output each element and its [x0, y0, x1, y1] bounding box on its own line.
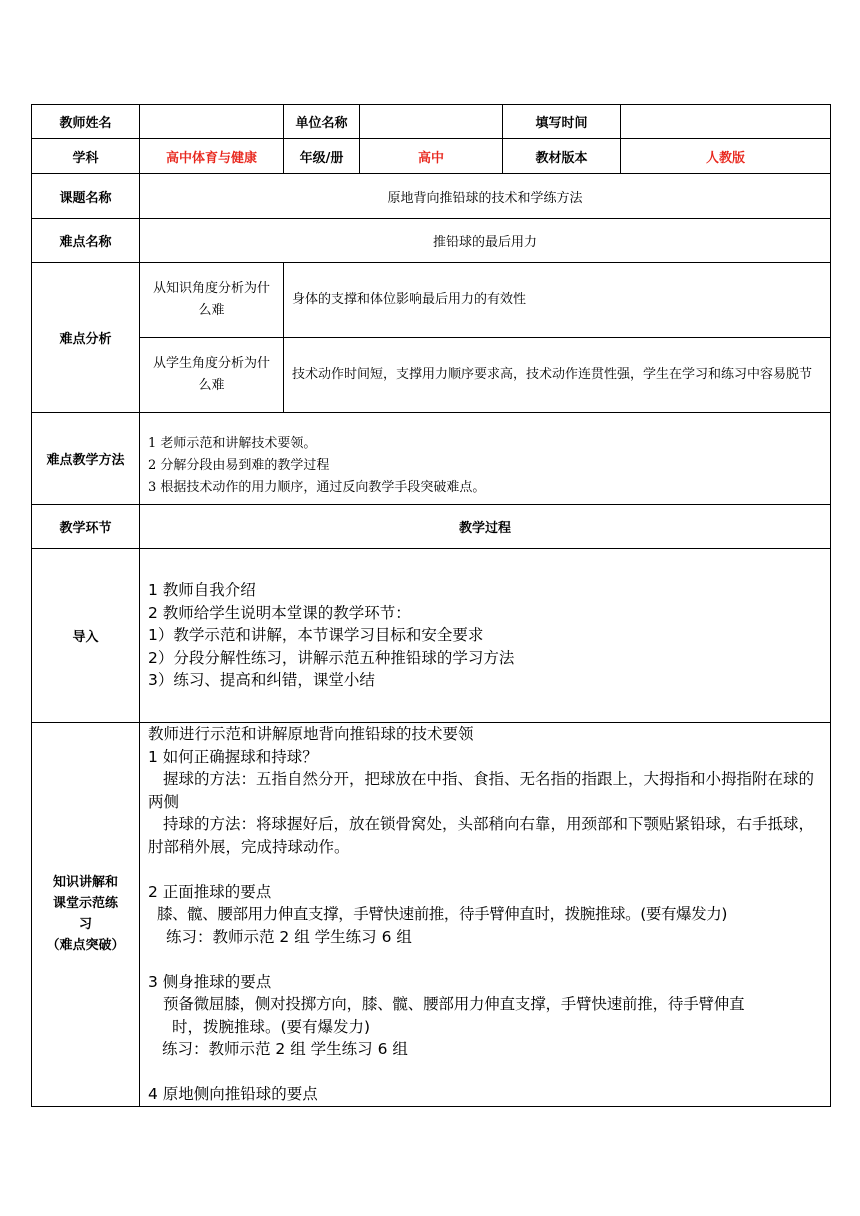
hold-method: 持球的方法：将球握好后，放在锁骨窝处，头部稍向右靠，用颈部和下颚贴紧铅球，右手抵球，肘部稍外展，完成持球动作。 — [148, 815, 815, 856]
knowledge-title: 教师进行示范和讲解原地背向推铅球的技术要领 — [148, 725, 474, 743]
intro-label: 导入 — [32, 549, 140, 723]
section-2-title: 2 正面推球的要点 — [148, 882, 272, 901]
method-list — [140, 413, 831, 505]
edition-value: 人教版 — [621, 139, 831, 174]
stage-header: 教学环节 — [32, 505, 140, 549]
knowledge-content — [140, 723, 831, 1107]
spacer — [148, 1061, 822, 1084]
grade-label: 年级/册 — [284, 139, 360, 174]
difficulty-value: 推铅球的最后用力 — [140, 219, 831, 263]
knowledge-label-line: 知识讲解和 — [52, 875, 118, 891]
unit-label: 单位名称 — [284, 105, 360, 139]
intro-line: 1 教师自我介绍 — [148, 581, 256, 599]
section-3-practice: 练习：教师示范 2 组 学生练习 6 组 — [162, 1040, 408, 1058]
section-3-title: 3 侧身推球的要点 — [148, 972, 272, 991]
row-topic — [32, 174, 831, 219]
row-analysis-student — [32, 338, 831, 413]
row-subject — [32, 139, 831, 174]
row-process-header — [32, 505, 831, 549]
section-2-practice: 练习：教师示范 2 组 学生练习 6 组 — [166, 927, 412, 946]
row-method — [32, 413, 831, 505]
teacher-name-label: 教师姓名 — [32, 105, 140, 139]
student-angle-value: 技术动作时间短，支撑用力顺序要求高，技术动作连贯性强，学生在学习和练习中容易脱节 — [284, 338, 831, 413]
row-knowledge — [32, 723, 831, 1107]
knowledge-angle-label: 从知识角度分析为什么难 — [140, 263, 284, 338]
method-item: 1 老师示范和讲解技术要领。 — [148, 436, 317, 451]
intro-line: 1）教学示范和讲解，本节课学习目标和安全要求 — [148, 626, 484, 644]
section-1-title: 1 如何正确握球和持球？ — [148, 747, 318, 766]
spacer — [148, 948, 822, 971]
fill-time-value — [621, 105, 831, 139]
intro-line: 3）练习、提高和纠错，课堂小结 — [148, 671, 375, 689]
method-item: 3 根据技术动作的用力顺序，通过反向教学手段突破难点。 — [148, 480, 486, 495]
fill-time-label: 填写时间 — [503, 105, 621, 139]
knowledge-label-line: 习 — [78, 917, 92, 933]
teacher-name-value — [140, 105, 284, 139]
spacer — [148, 858, 822, 881]
section-3-body: 预备微屈膝，侧对投掷方向，膝、髋、腰部用力伸直支撑，手臂快速前推，待手臂伸直 — [163, 995, 745, 1013]
intro-line: 2 教师给学生说明本堂课的教学环节： — [148, 603, 411, 622]
row-intro — [32, 549, 831, 723]
section-3-body-cont: 时，拨腕推球。(要有爆发力) — [172, 1017, 371, 1036]
row-teacher — [32, 105, 831, 139]
intro-content — [140, 549, 831, 723]
knowledge-label — [32, 723, 140, 1107]
student-angle-label: 从学生角度分析为什么难 — [140, 338, 284, 413]
edition-label: 教材版本 — [503, 139, 621, 174]
subject-label: 学科 — [32, 139, 140, 174]
topic-label: 课题名称 — [32, 174, 140, 219]
method-item: 2 分解分段由易到难的教学过程 — [148, 458, 330, 473]
lesson-plan-table — [31, 104, 831, 1107]
method-label: 难点教学方法 — [32, 413, 140, 505]
row-difficulty — [32, 219, 831, 263]
difficulty-label: 难点名称 — [32, 219, 140, 263]
process-header: 教学过程 — [140, 505, 831, 549]
knowledge-label-line: （难点突破） — [46, 938, 125, 954]
knowledge-angle-value: 身体的支撑和体位影响最后用力的有效性 — [284, 263, 831, 338]
topic-value: 原地背向推铅球的技术和学练方法 — [140, 174, 831, 219]
intro-line: 2）分段分解性练习，讲解示范五种推铅球的学习方法 — [148, 648, 515, 667]
subject-value: 高中体育与健康 — [140, 139, 284, 174]
unit-value — [360, 105, 503, 139]
knowledge-label-line: 课堂示范练 — [52, 896, 118, 912]
section-2-body: 膝、髋、腰部用力伸直支撑，手臂快速前推，待手臂伸直时，拨腕推球。(要有爆发力) — [157, 905, 727, 923]
lesson-plan-sheet — [31, 104, 830, 1107]
row-analysis-knowledge — [32, 263, 831, 338]
grip-method: 握球的方法：五指自然分开，把球放在中指、食指、无名指的指跟上，大拇指和小拇指附在球的两侧 — [148, 770, 815, 811]
analysis-label: 难点分析 — [32, 263, 140, 413]
grade-value: 高中 — [360, 139, 503, 174]
section-4-title: 4 原地侧向推铅球的要点 — [148, 1085, 318, 1103]
